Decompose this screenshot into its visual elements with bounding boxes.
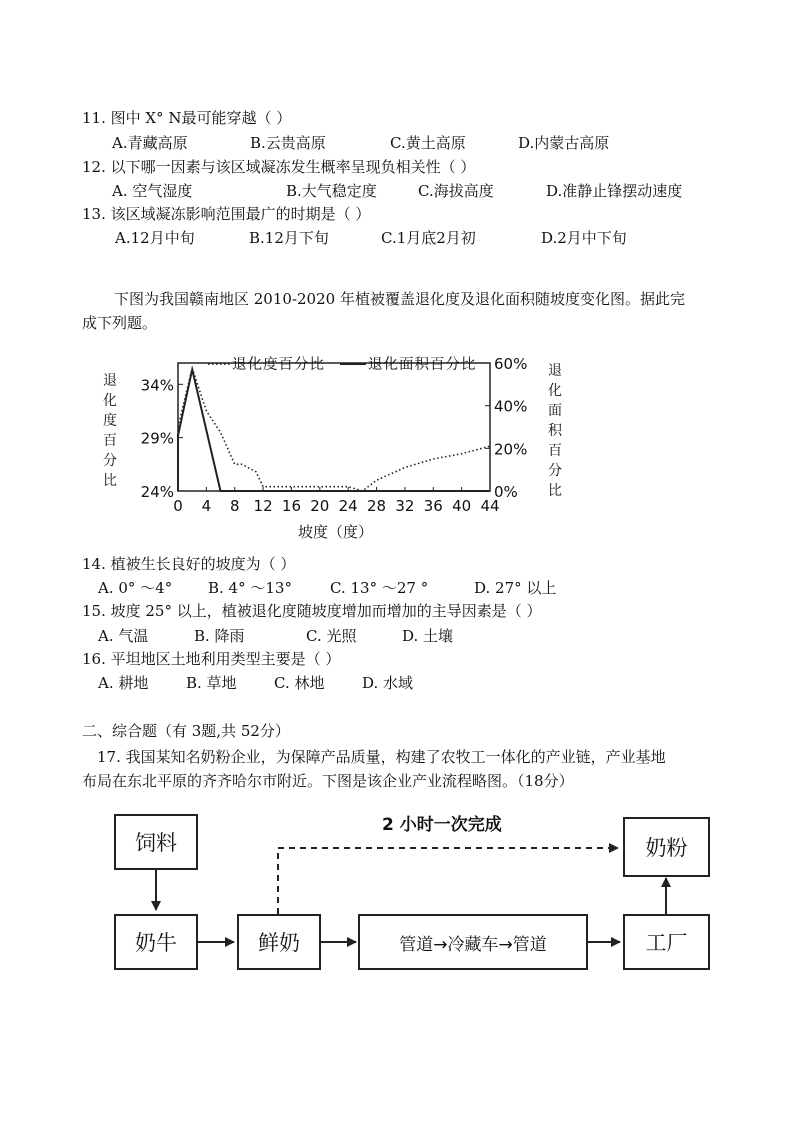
milk-powder-box: 奶粉 xyxy=(623,817,710,877)
x-tick-label: 28 xyxy=(366,497,387,515)
option-b: B.云贵高原 xyxy=(250,134,326,152)
legend-degradation-area: 退化面积百分比 xyxy=(368,357,477,373)
question-12-stem: 12. 以下哪一因素与该区域凝冻发生概率呈现负相关性（ ） xyxy=(82,158,476,176)
x-tick-label: 12 xyxy=(253,497,273,515)
right-tick-label: 60% xyxy=(494,355,528,373)
option-d: D.2月中下旬 xyxy=(541,229,627,247)
left-tick-label: 24% xyxy=(140,483,174,501)
right-axis-label-char: 分 xyxy=(548,463,562,479)
dashed-arrow-label: 2 小时一次完成 xyxy=(382,815,502,835)
right-tick-label: 40% xyxy=(494,397,528,416)
x-tick-label: 16 xyxy=(281,497,302,515)
question-11-stem: 11. 图中 X° N最可能穿越（ ） xyxy=(82,109,292,127)
option-d: D. 27° 以上 xyxy=(474,579,557,597)
x-tick-label: 32 xyxy=(395,497,415,515)
q17-line-1: 17. 我国某知名奶粉企业，为保障产品质量，构建了农牧工一体化的产业链，产业基地 xyxy=(97,748,666,766)
question-16-stem: 16. 平坦地区土地利用类型主要是（ ） xyxy=(82,650,341,668)
option-b: B.12月下旬 xyxy=(249,229,329,247)
option-a: A. 0° ～4° xyxy=(98,579,173,597)
x-tick-label: 0 xyxy=(173,497,183,515)
option-d: D.内蒙古高原 xyxy=(518,134,610,152)
transport-box: 管道→冷藏车→管道 xyxy=(358,914,588,970)
left-tick-label: 34% xyxy=(140,376,174,395)
feed-box: 饲料 xyxy=(114,814,198,870)
option-c: C.黄土高原 xyxy=(390,134,466,152)
right-axis-label-char: 比 xyxy=(548,483,562,499)
option-a: A.12月中旬 xyxy=(115,229,195,247)
option-a: A.青藏高原 xyxy=(112,134,188,152)
option-d: D.准静止锋摆动速度 xyxy=(546,182,683,200)
chart-x-axis-label: 坡度（度） xyxy=(298,523,374,541)
dashed-arrow-milk-to-powder xyxy=(278,848,618,914)
option-b: B. 4° ～13° xyxy=(208,579,292,597)
right-axis-label-char: 化 xyxy=(548,383,562,399)
option-c: C. 13° ～27 ° xyxy=(330,579,429,597)
option-b: B. 草地 xyxy=(186,674,237,692)
option-a: A. 耕地 xyxy=(98,674,149,692)
option-c: C.1月底2月初 xyxy=(381,229,476,247)
x-tick-label: 40 xyxy=(452,497,472,515)
option-a: A. 气温 xyxy=(98,627,149,645)
left-axis-label-char: 度 xyxy=(103,413,117,429)
option-b: B.大气稳定度 xyxy=(286,182,377,200)
question-13-stem: 13. 该区域凝冻影响范围最广的时期是（ ） xyxy=(82,205,371,223)
right-axis-label-char: 面 xyxy=(548,403,562,419)
right-tick-label: 20% xyxy=(494,440,528,459)
x-tick-label: 4 xyxy=(201,497,212,515)
section-2-title: 二、综合题（有 3题,共 52分） xyxy=(82,722,290,740)
x-tick-label: 44 xyxy=(480,497,500,515)
x-tick-label: 8 xyxy=(229,497,240,515)
intro-line-1: 下图为我国赣南地区 2010-2020 年植被覆盖退化度及退化面积随坡度变化图。据此完 xyxy=(114,290,685,308)
left-axis-label-char: 百 xyxy=(103,433,117,449)
option-c: C. 林地 xyxy=(274,674,325,692)
left-axis-label-char: 比 xyxy=(103,473,117,489)
option-d: D. 土壤 xyxy=(402,627,454,645)
right-tick-label: 0% xyxy=(494,483,518,501)
right-axis-label-char: 百 xyxy=(548,443,562,459)
fresh-milk-box: 鲜奶 xyxy=(237,914,321,970)
left-tick-label: 29% xyxy=(140,429,174,448)
right-axis-label-char: 积 xyxy=(548,423,562,439)
legend-degradation-degree: 退化度百分比 xyxy=(232,357,325,373)
cow-box: 奶牛 xyxy=(114,914,198,970)
intro-line-2: 成下列题。 xyxy=(82,314,158,332)
q17-line-2: 布局在东北平原的齐齐哈尔市附近。下图是该企业产业流程略图。（18分） xyxy=(82,772,574,790)
x-tick-label: 24 xyxy=(338,497,358,515)
option-a: A. 空气湿度 xyxy=(112,182,193,200)
left-axis-label-char: 化 xyxy=(103,393,117,409)
option-b: B. 降雨 xyxy=(194,627,245,645)
question-15-stem: 15. 坡度 25° 以上，植被退化度随坡度增加而增加的主导因素是（ ） xyxy=(82,602,542,620)
option-d: D. 水域 xyxy=(362,674,414,692)
question-14-stem: 14. 植被生长良好的坡度为（ ） xyxy=(82,555,296,573)
option-c: C.海拔高度 xyxy=(418,182,494,200)
left-axis-label-char: 退 xyxy=(103,373,117,389)
right-axis-label-char: 退 xyxy=(548,363,562,379)
factory-box: 工厂 xyxy=(623,914,710,970)
option-c: C. 光照 xyxy=(306,627,357,645)
left-axis-label-char: 分 xyxy=(103,453,117,469)
x-tick-label: 20 xyxy=(310,497,330,515)
x-tick-label: 36 xyxy=(423,497,443,515)
